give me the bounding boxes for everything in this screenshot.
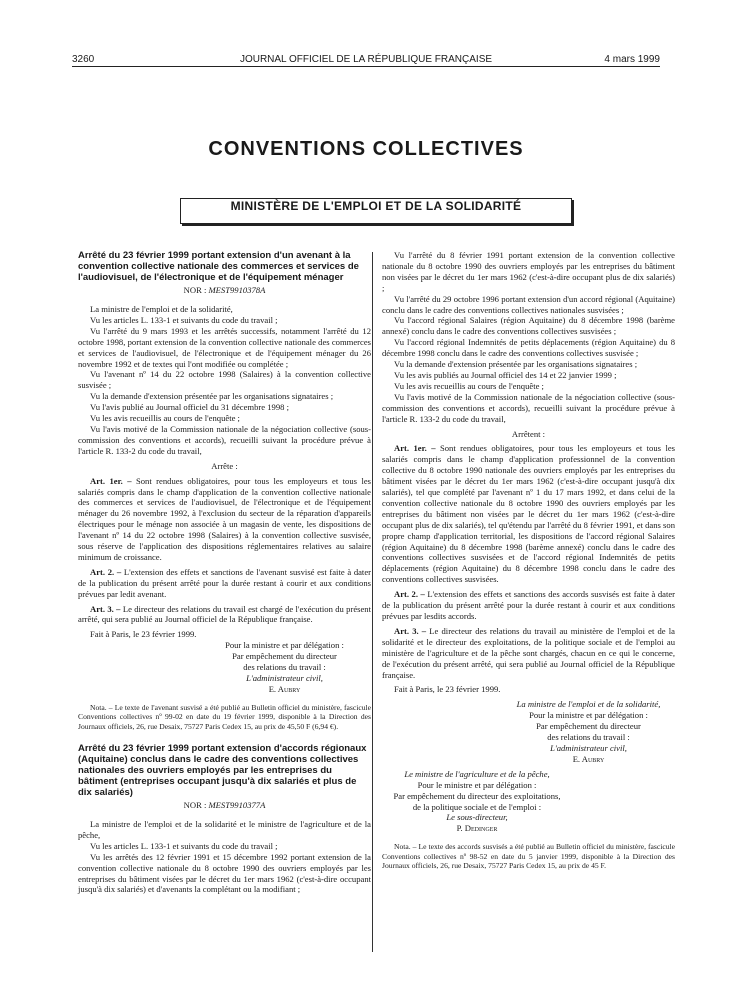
arrete1-article-1: Art. 1er. – Sont rendues obligatoires, pour tous les employeurs et tous les salariés compris dans le champ d'application de la convention collective nationale des commerces et services de l'audiovisuel, de l'électronique et de l'équipement ménager du 26 novembre 1992, à l'exclusion du secteur de la réparation d'appareils électriques pour le ménage non associée à un magasin de vente, les dispositions de l'avenant nº 14 du 22 octobre 1998 (Salaires) à la convention collective susvisée, sous réserve de l'application des dispositions réglementaires relatives au salaire minimum de croissance. [78,475,371,562]
journal-name: JOURNAL OFFICIEL DE LA RÉPUBLIQUE FRANÇAISE [239,54,493,65]
arrete2-intro-right-4: Vu l'accord régional Indemnités de petits déplacements (région Aquitaine) du 8 décembre 1998 conclu dans le cadre des conventions collectives susvisée ; [382,337,675,359]
arrete1-article-2: Art. 2. – L'extension des effets et sanctions de l'avenant susvisé est faite à dater de la publication du présent arrêté pour la durée restant à courir et aux conditions prévues par ledit avenant. [78,566,371,599]
arrete2-intro-left-2: Vu les articles L. 133-1 et suivants du code du travail ; [90,840,278,851]
ministry-box [180,198,572,224]
arrete1-note: Nota. – Le texte de l'avenant susvisé a été publié au Bulletin officiel du ministère, fascicule Conventions collectives nº 99-02 en date du 19 février 1999, disponible à la Direction des Journaux officiels, 26, rue Desaix, 75727 Paris Cedex 15, au prix de 45,50 F (6,94 €). [78,702,371,731]
right-column [382,250,675,870]
arrete2-note: Nota. – Le texte des accords susvisés a été publié au Bulletin officiel du ministère, fascicule Conventions collectives nº 98-52 en date du 5 janvier 1999, disponible à la Direction des Journaux officiels, 26, rue Desaix, 75727 Paris Cedex 15, au prix de 45 F. [382,842,675,871]
arrete2-intro-right-3: Vu l'accord régional Salaires (région Aquitaine) du 8 décembre 1998 (barème annexé) conclu dans le cadre des conventions collectives susvisées ; [382,315,675,337]
arrete1-intro-5: Vu la demande d'extension présentée par les organisations signataires ; [90,391,334,402]
section-title: CONVENTIONS COLLECTIVES [208,138,524,160]
arrete2-intro-right-7: Vu les avis recueillis au cours de l'enquête ; [394,380,544,391]
arrete1-intro-7: Vu les avis recueillis au cours de l'enquête ; [90,413,240,424]
arrete1-arrete-label: Arrête : [211,460,238,471]
arrete2-intro-right-1: Vu l'arrêté du 8 février 1991 portant extension de la convention collective nationale du 8 octobre 1990 des ouvriers employés par les entreprises du bâtiment non visées par le décret du 1er mars 1962 (c'est-à-dire occupant plus de dix salariés) ; [382,250,675,293]
arrete2-intro-right-8: Vu l'avis motivé de la Commission nationale de la négociation collective (sous-commission des conventions et accords), recueilli suivant la procédure prévue à l'article R. 133-2 du code du travail, [382,391,675,424]
left-column [78,250,371,895]
arrete1-intro-1: La ministre de l'emploi et de la solidarité, [90,304,233,314]
arrete2-intro-left-1: La ministre de l'emploi et de la solidarité et le ministre de l'agriculture et de la pêche, [78,819,371,840]
arrete2-signature-1: La ministre de l'emploi et de la solidarité, Pour la ministre et par délégation : Par empêchement du directeur des relations du travail : L'administrateur civil, E. Aubry [516,699,661,764]
arrete2-intro-right-2: Vu l'arrêté du 29 octobre 1996 portant extension d'un accord régional (Aquitaine) conclu dans le cadre des conventions collectives nationales susvisées ; [382,293,675,315]
arrete2-signature-2: Le ministre de l'agriculture et de la pêche, Pour le ministre et par délégation : Par empêchement du directeur des exploitations, de la politique sociale et de l'emploi : Le sous-directeur, P. Dedinger [393,768,561,834]
page-number: 3260 [72,54,95,65]
arrete2-fait: Fait à Paris, le 23 février 1999. [394,684,501,695]
arrete2-title: Arrêté du 23 février 1999 portant extension d'accords régionaux (Aquitaine) conclus dans le cadre des conventions collectives nationales des ouvriers employés par les entreprises du bâtiment (entreprises occupant jusqu'à dix salariés et plus de dix salariés) [78,743,367,799]
column-divider [372,252,373,952]
arrete2-article-3: Art. 3. – Le directeur des relations du travail au ministère de l'emploi et de la solidarité et le directeur des exploitations, de la politique sociale et de l'emploi au ministère de l'agriculture et de la pêche sont chargés, chacun en ce qui le concerne, de l'exécution du présent arrêté, qui sera publié au Journal officiel de la République française. [382,625,675,680]
arrete1-intro-3: Vu l'arrêté du 9 mars 1993 et les arrêtés successifs, notamment l'arrêté du 12 octobre 1998, portant extension de la convention collective nationale des commerces et services de l'audiovisuel, de l'électronique et de l'équipement ménager du 26 novembre 1992 et de textes qui l'ont modifiée ou complétée ; [78,325,371,369]
arrete1-intro-2: Vu les articles L. 133-1 et suivants du code du travail ; [90,314,278,325]
arrete2-arretent-label: Arrêtent : [511,428,546,439]
arrete2-intro-left-3: Vu les arrêtés des 12 février 1991 et 15 décembre 1992 portant extension de la convention collective nationale du 8 octobre 1990 des ouvriers employés par les entreprises du bâtiment visées par le décret du 1er mars 1962 (c'est-à-dire occupant jusqu'à dix salariés) et d'avenants la complétant ou la modifiant ; [78,851,371,895]
arrete1-article-3: Art. 3. – Le directeur des relations du travail est chargé de l'exécution du présent arrêté, qui sera publié au Journal officiel de la République française. [78,603,371,625]
issue-date: 4 mars 1999 [604,54,660,65]
arrete1-intro-6: Vu l'avis publié au Journal officiel du 31 décembre 1998 ; [90,402,289,413]
arrete2-article-2: Art. 2. – L'extension des effets et sanctions des accords susvisés est faite à dater de la publication du présent arrêté pour la durée restant à courir et aux conditions prévues par lesdits accords. [382,589,676,621]
arrete1-signature: Pour la ministre et par délégation : Par empêchement du directeur des relations du travail : L'administrateur civil, E. Aubry [225,640,344,694]
arrete2-intro-right-6: Vu les avis publiés au Journal officiel des 14 et 22 janvier 1999 ; [394,369,617,380]
arrete2-intro-right-5: Vu la demande d'extension présentée par les organisations signataires ; [394,359,638,370]
arrete1-title: Arrêté du 23 février 1999 portant extension d'un avenant à la convention collective nationale des commerces et services de l'audiovisuel, de l'électronique et de l'équipement ménager [78,250,359,283]
arrete1-fait: Fait à Paris, le 23 février 1999. [90,629,197,640]
arrete1-nor: NOR : MEST9910378A [183,285,266,295]
arrete2-nor: NOR : MEST9910377A [183,800,266,811]
arrete1-intro-4: Vu l'avenant nº 14 du 22 octobre 1998 (Salaires) à la convention collective susvisée ; [78,369,371,391]
arrete2-article-1: Art. 1er. – Sont rendues obligatoires, pour tous les employeurs et tous les salariés compris dans le champ d'application professionnel de la convention collective du 8 octobre 1990 nationale des ouvriers employés par les entreprises du bâtiment visées par le décret du 1er mars 1962 (c'est-à-dire occupant jusqu'à dix salariés), tel que complété par l'avenant nº 1 du 17 mars 1992, et dans celui de la convention collective nationale du 8 octobre 1990 des ouvriers employés par les entreprises du bâtiment non visées par le décret du 1er mars 1962 (c'est-à-dire occupant plus de dix salariés), tel qu'étendu par l'arrêté du 8 février 1991, et dans son propre champ d'application territorial, les dispositions de l'accord régional Salaires (région Aquitaine) du 8 décembre 1998 (barème annexé) conclu dans le cadre des conventions collectives susvisées et de l'accord régional Indemnités de petits déplacements (région Aquitaine) du 8 décembre 1998 conclu dans le cadre des conventions collectives susvisées. [382,443,675,585]
arrete1-intro-8: Vu l'avis motivé de la Commission nationale de la négociation collective (sous-commission des conventions et accords), recueilli suivant la procédure prévue à l'article R. 133-2 du code du travail, [78,423,371,456]
header-rule [72,66,660,67]
ministry-name: MINISTÈRE DE L'EMPLOI ET DE LA SOLIDARITÉ [230,199,522,213]
